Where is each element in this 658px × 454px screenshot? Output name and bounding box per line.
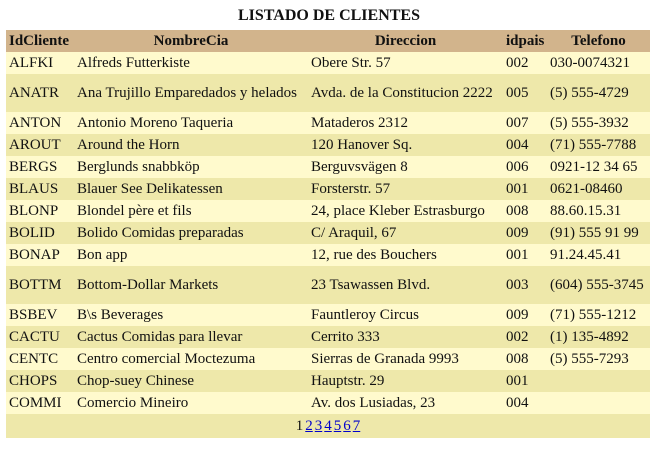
table-body: [6, 52, 650, 414]
cell-idpais: 007: [503, 112, 547, 134]
cell-nombrecia: Antonio Moreno Taqueria: [74, 112, 308, 134]
cell-nombrecia: Comercio Mineiro: [74, 392, 308, 414]
cell-telefono: 030-0074321: [547, 52, 650, 74]
clients-table: [6, 30, 650, 438]
page-link[interactable]: 3: [314, 418, 323, 434]
cell-idpais: 009: [503, 222, 547, 244]
table-header-row: [6, 30, 650, 52]
cell-idpais: 002: [503, 326, 547, 348]
cell-idcliente: ANTON: [6, 112, 74, 134]
column-header-direccion: Direccion: [308, 30, 503, 52]
cell-idpais: 004: [503, 134, 547, 156]
cell-idcliente: BSBEV: [6, 304, 74, 326]
cell-telefono: (5) 555-3932: [547, 112, 650, 134]
cell-telefono: [547, 370, 650, 392]
cell-idpais: 003: [503, 266, 547, 304]
table-row: [6, 244, 650, 266]
cell-telefono: (5) 555-4729: [547, 74, 650, 112]
table-row: [6, 392, 650, 414]
cell-idcliente: CENTC: [6, 348, 74, 370]
cell-telefono: [547, 392, 650, 414]
cell-nombrecia: Cactus Comidas para llevar: [74, 326, 308, 348]
table-row: [6, 326, 650, 348]
cell-telefono: (5) 555-7293: [547, 348, 650, 370]
table-row: [6, 304, 650, 326]
cell-idcliente: BONAP: [6, 244, 74, 266]
cell-direccion: Forsterstr. 57: [308, 178, 503, 200]
cell-direccion: Sierras de Granada 9993: [308, 348, 503, 370]
cell-nombrecia: Bottom-Dollar Markets: [74, 266, 308, 304]
page-link[interactable]: 7: [352, 418, 361, 434]
cell-idpais: 001: [503, 244, 547, 266]
cell-telefono: (91) 555 91 99: [547, 222, 650, 244]
table-row: [6, 266, 650, 304]
cell-idcliente: CACTU: [6, 326, 74, 348]
table-row: [6, 112, 650, 134]
cell-nombrecia: Centro comercial Moctezuma: [74, 348, 308, 370]
cell-idpais: 002: [503, 52, 547, 74]
page-link[interactable]: 6: [343, 418, 351, 434]
cell-nombrecia: Blondel père et fils: [74, 200, 308, 222]
cell-telefono: 0621-08460: [547, 178, 650, 200]
cell-idcliente: BLONP: [6, 200, 74, 222]
column-header-nombrecia: NombreCia: [74, 30, 308, 52]
cell-direccion: Hauptstr. 29: [308, 370, 503, 392]
cell-idcliente: BOTTM: [6, 266, 74, 304]
cell-telefono: (604) 555-3745: [547, 266, 650, 304]
table-row: [6, 156, 650, 178]
cell-idcliente: ANATR: [6, 74, 74, 112]
cell-direccion: 23 Tsawassen Blvd.: [308, 266, 503, 304]
page-link[interactable]: 5: [333, 418, 342, 434]
cell-idcliente: BLAUS: [6, 178, 74, 200]
cell-idpais: 001: [503, 370, 547, 392]
table-row: [6, 370, 650, 392]
cell-idcliente: BOLID: [6, 222, 74, 244]
pagination: [295, 418, 362, 434]
cell-nombrecia: Around the Horn: [74, 134, 308, 156]
column-header-idcliente: IdCliente: [6, 30, 74, 52]
cell-direccion: Mataderos 2312: [308, 112, 503, 134]
pagination-cell: [6, 414, 650, 438]
cell-direccion: Avda. de la Constitucion 2222: [308, 74, 503, 112]
cell-nombrecia: Bon app: [74, 244, 308, 266]
cell-idcliente: BERGS: [6, 156, 74, 178]
cell-telefono: (71) 555-7788: [547, 134, 650, 156]
cell-nombrecia: Bolido Comidas preparadas: [74, 222, 308, 244]
pagination-row: [6, 414, 650, 438]
cell-direccion: 120 Hanover Sq.: [308, 134, 503, 156]
cell-direccion: Cerrito 333: [308, 326, 503, 348]
cell-telefono: 0921-12 34 65: [547, 156, 650, 178]
cell-idpais: 001: [503, 178, 547, 200]
cell-idcliente: CHOPS: [6, 370, 74, 392]
cell-direccion: C/ Araquil, 67: [308, 222, 503, 244]
cell-nombrecia: B\s Beverages: [74, 304, 308, 326]
cell-telefono: 88.60.15.31: [547, 200, 650, 222]
cell-direccion: Obere Str. 57: [308, 52, 503, 74]
cell-idpais: 009: [503, 304, 547, 326]
cell-idcliente: AROUT: [6, 134, 74, 156]
cell-direccion: 12, rue des Bouchers: [308, 244, 503, 266]
page-title: LISTADO DE CLIENTES: [238, 7, 420, 24]
cell-idpais: 008: [503, 348, 547, 370]
page-link[interactable]: 4: [324, 418, 332, 434]
cell-telefono: 91.24.45.41: [547, 244, 650, 266]
cell-direccion: Av. dos Lusiadas, 23: [308, 392, 503, 414]
table-row: [6, 74, 650, 112]
cell-direccion: 24, place Kleber Estrasburgo: [308, 200, 503, 222]
cell-idcliente: ALFKI: [6, 52, 74, 74]
cell-idpais: 004: [503, 392, 547, 414]
cell-idpais: 006: [503, 156, 547, 178]
cell-direccion: Berguvsvägen 8: [308, 156, 503, 178]
table-row: [6, 222, 650, 244]
cell-nombrecia: Alfreds Futterkiste: [74, 52, 308, 74]
cell-nombrecia: Chop-suey Chinese: [74, 370, 308, 392]
table-row: [6, 52, 650, 74]
table-row: [6, 200, 650, 222]
column-header-telefono: Telefono: [547, 30, 650, 52]
cell-telefono: (71) 555-1212: [547, 304, 650, 326]
cell-nombrecia: Ana Trujillo Emparedados y helados: [74, 74, 308, 112]
table-row: [6, 178, 650, 200]
cell-direccion: Fauntleroy Circus: [308, 304, 503, 326]
cell-nombrecia: Blauer See Delikatessen: [74, 178, 308, 200]
table-row: [6, 134, 650, 156]
column-header-idpais: idpais: [503, 30, 547, 52]
page-current: 1: [295, 418, 304, 434]
page-link[interactable]: 2: [305, 418, 313, 434]
table-row: [6, 348, 650, 370]
cell-telefono: (1) 135-4892: [547, 326, 650, 348]
cell-idpais: 005: [503, 74, 547, 112]
cell-idpais: 008: [503, 200, 547, 222]
cell-nombrecia: Berglunds snabbköp: [74, 156, 308, 178]
cell-idcliente: COMMI: [6, 392, 74, 414]
